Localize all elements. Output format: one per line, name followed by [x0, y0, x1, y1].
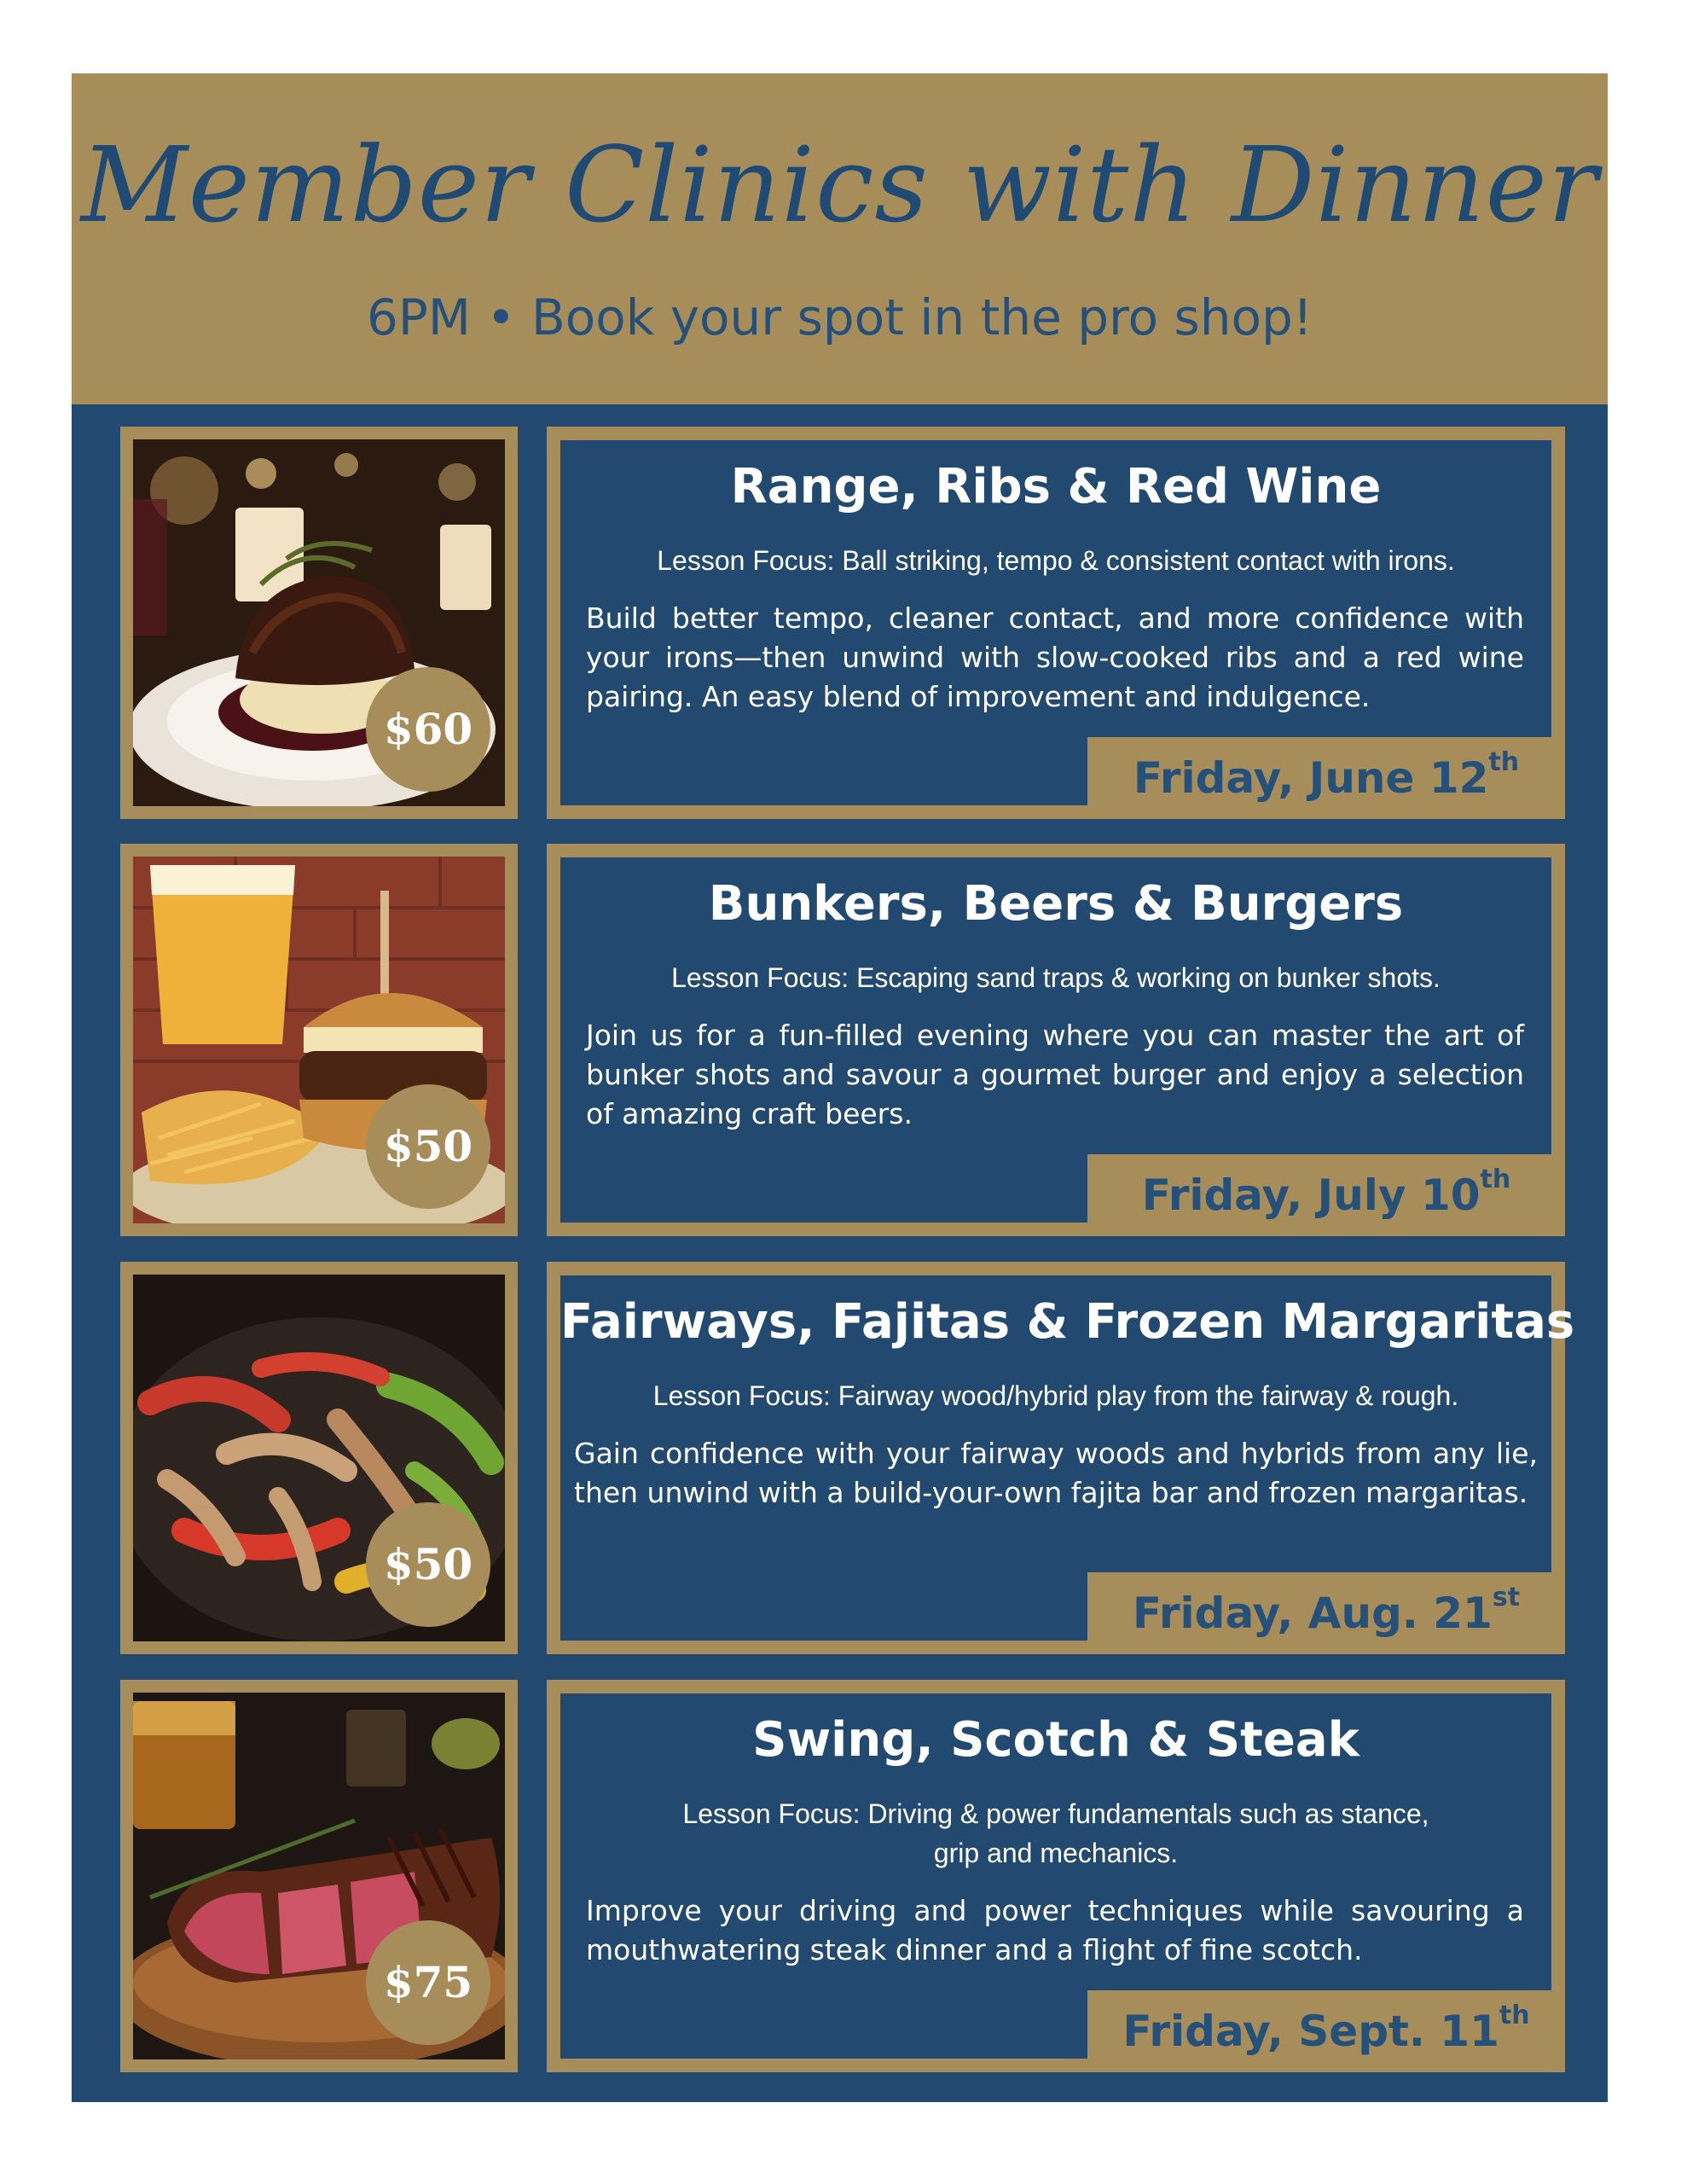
photo-frame — [120, 844, 518, 1236]
info-frame — [547, 427, 1565, 819]
event-date — [1087, 1572, 1565, 1654]
event-card-burgers — [120, 844, 1565, 1236]
photo-frame — [120, 1262, 518, 1654]
lesson-focus: Lesson Focus: Fairway wood/hybrid play from the fairway & rough. — [652, 1380, 1459, 1411]
price-badge: $50 — [366, 1502, 490, 1627]
event-description: Build better tempo, cleaner contact, and more confidence with your irons—then unwind with slow-cooked ribs and a red wine pairing. An easy blend of improvement and indulgence. — [586, 601, 1524, 713]
price-badge: $75 — [366, 1920, 490, 2045]
event-card-steak — [120, 1680, 1565, 2072]
event-description: Join us for a fun-filled evening where you can master the art of bunker shots and savour a gourmet burger and enjoy a selection of amazing craft beers. — [586, 1019, 1524, 1130]
flyer-subtitle: 6PM • Book your spot in the pro shop! — [366, 288, 1313, 346]
event-title: Fairways, Fajitas & Frozen Margaritas — [560, 1294, 1575, 1350]
event-title: Swing, Scotch & Steak — [752, 1712, 1359, 1768]
date-suffix: st — [1492, 1583, 1521, 1612]
date-text: Friday, June 12 — [1133, 753, 1489, 803]
date-suffix: th — [1480, 1165, 1511, 1194]
event-date — [1087, 1990, 1565, 2072]
event-card-ribs — [120, 427, 1565, 819]
event-card-fajitas — [120, 1262, 1575, 1654]
event-description: Improve your driving and power techniques while savouring a mouthwatering steak dinner and a flight of fine scotch. — [586, 1894, 1524, 1966]
price-badge: $60 — [366, 667, 490, 792]
lesson-focus: Lesson Focus: Escaping sand traps & working on bunker shots. — [671, 962, 1441, 993]
event-date — [1087, 737, 1565, 819]
flyer-title: Member Clinics with Dinner — [80, 125, 1599, 246]
photo-frame — [120, 1680, 518, 2072]
info-frame — [547, 844, 1565, 1236]
date-suffix: th — [1499, 2001, 1530, 2030]
lesson-focus: Lesson Focus: Driving & power fundamentals such as stance, grip and mechanics. — [682, 1798, 1429, 1868]
flyer — [72, 73, 1608, 2102]
price-badge: $50 — [366, 1084, 490, 1209]
info-frame — [547, 1680, 1565, 2072]
date-text: Friday, July 10 — [1141, 1170, 1481, 1220]
header-banner — [72, 73, 1608, 404]
event-description: Gain confidence with your fairway woods and hybrids from any lie, then unwind with a build-your-own fajita bar and frozen margaritas. — [574, 1437, 1538, 1509]
date-text: Friday, Aug. 21 — [1132, 1589, 1493, 1638]
event-title: Bunkers, Beers & Burgers — [708, 876, 1404, 932]
event-title: Range, Ribs & Red Wine — [730, 459, 1382, 514]
date-text: Friday, Sept. 11 — [1122, 2007, 1499, 2056]
info-frame — [547, 1262, 1575, 1654]
event-date — [1087, 1154, 1565, 1236]
photo-frame — [120, 427, 518, 819]
date-suffix: th — [1488, 747, 1520, 777]
lesson-focus: Lesson Focus: Ball striking, tempo & consistent contact with irons. — [657, 545, 1455, 576]
